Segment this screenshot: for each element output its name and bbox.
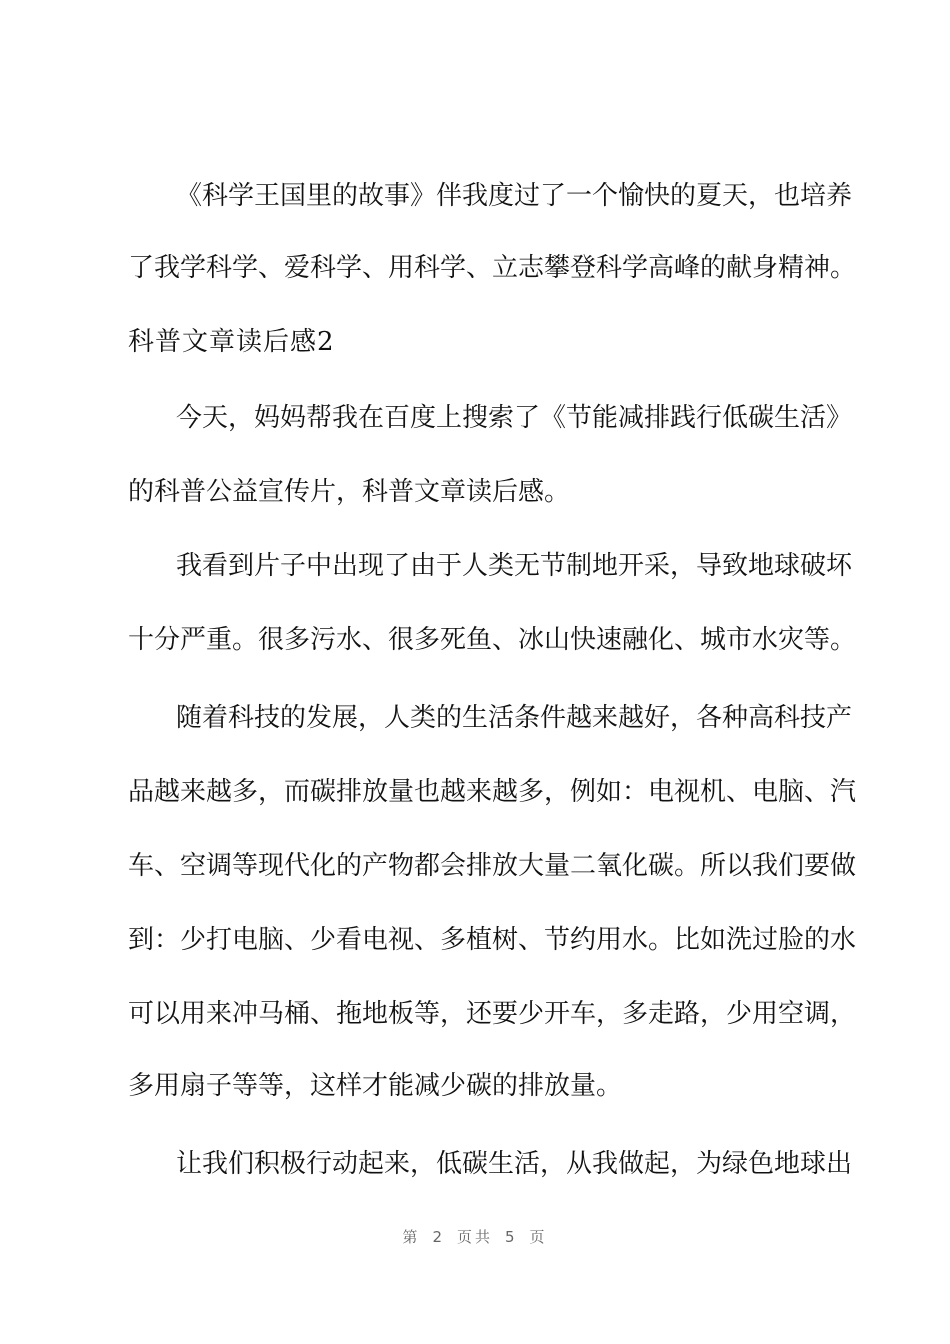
text-line: 让我们积极行动起来，低碳生活，从我做起，为绿色地球出 — [176, 1149, 853, 1179]
footer-page-label: 第 — [402, 1228, 421, 1246]
section-heading: 科普文章读后感2 — [128, 327, 335, 357]
text-line: 今天，妈妈帮我在百度上搜索了《节能减排践行低碳生活》 — [176, 403, 853, 433]
text-line: 随着科技的发展，人类的生活条件越来越好，各种高科技产 — [176, 703, 853, 733]
text-line: 品越来越多，而碳排放量也越来越多，例如：电视机、电脑、汽 — [128, 777, 857, 807]
text-line: 了我学科学、爱科学、用科学、立志攀登科学高峰的献身精神。 — [128, 253, 857, 283]
text-line: 多用扇子等等，这样才能减少碳的排放量。 — [128, 1071, 623, 1101]
page-footer — [0, 1226, 950, 1247]
footer-page-number: 2 — [432, 1228, 445, 1246]
footer-page-label-end: 页 — [529, 1228, 548, 1246]
text-line: 十分严重。很多污水、很多死鱼、冰山快速融化、城市水灾等。 — [128, 625, 857, 655]
text-line: 的科普公益宣传片，科普文章读后感。 — [128, 477, 571, 507]
text-line: 到：少打电脑、少看电视、多植树、节约用水。比如洗过脸的水 — [128, 925, 857, 955]
footer-total-pages: 5 — [505, 1228, 518, 1246]
text-line: 车、空调等现代化的产物都会排放大量二氧化碳。所以我们要做 — [128, 851, 857, 881]
text-line: 可以用来冲马桶、拖地板等，还要少开车，多走路，少用空调， — [128, 999, 857, 1029]
text-line: 《科学王国里的故事》伴我度过了一个愉快的夏天，也培养 — [176, 181, 853, 211]
footer-page-label-of: 页共 — [456, 1228, 493, 1246]
text-line: 我看到片子中出现了由于人类无节制地开采，导致地球破坏 — [176, 551, 853, 581]
